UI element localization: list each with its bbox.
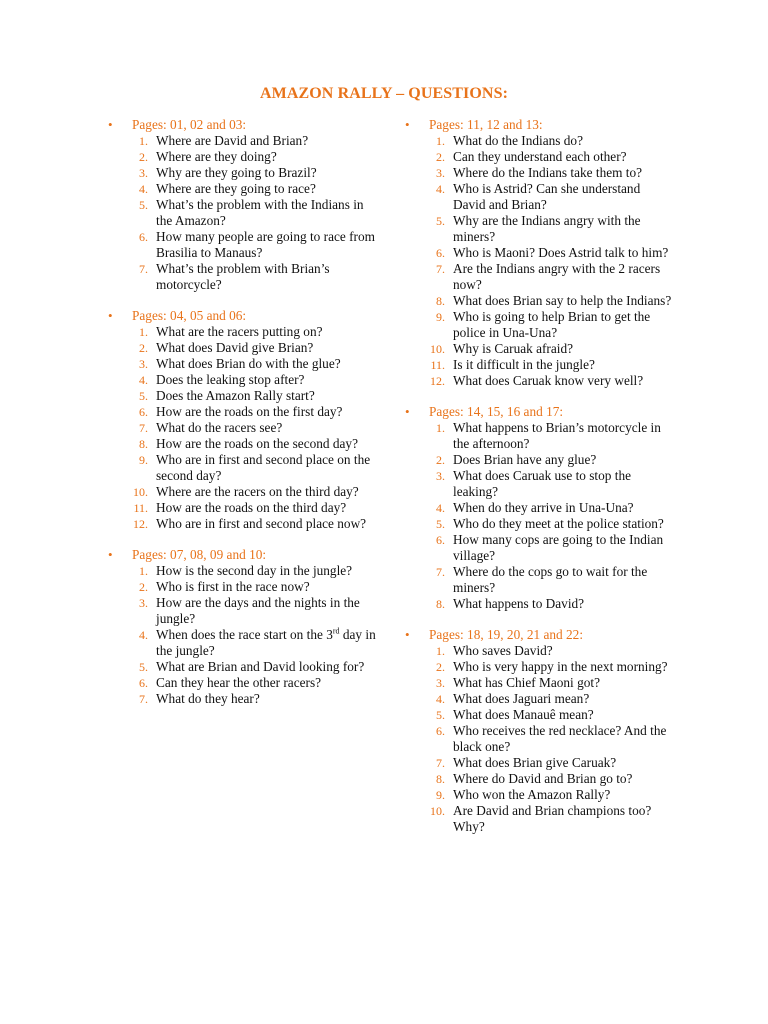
question-text: Does the leaking stop after? <box>156 372 305 387</box>
question-text: What does Brian say to help the Indians? <box>453 293 672 308</box>
question-text: Where are the racers on the third day? <box>156 484 359 499</box>
question-number: 5. <box>139 198 148 212</box>
question-item <box>108 181 378 197</box>
question-text: Who do they meet at the police station? <box>453 516 664 531</box>
section-heading <box>405 117 675 133</box>
question-item <box>405 516 675 532</box>
question-text: What do the Indians do? <box>453 133 583 148</box>
question-item <box>405 803 675 835</box>
question-text: Who receives the red necklace? And the black one? <box>453 723 667 754</box>
question-item <box>108 579 378 595</box>
question-text: What are the racers putting on? <box>156 324 323 339</box>
section-heading <box>108 117 378 133</box>
question-number: 5. <box>436 214 445 228</box>
question-text: Does the Amazon Rally start? <box>156 388 315 403</box>
question-number: 1. <box>139 564 148 578</box>
question-number: 9. <box>436 310 445 324</box>
question-item <box>405 149 675 165</box>
question-text: Where do the Indians take them to? <box>453 165 643 180</box>
question-text: Who is Astrid? Can she understand David and Brian? <box>453 181 641 212</box>
section-heading-text: Pages: 01, 02 and 03: <box>132 117 247 132</box>
question-item <box>405 420 675 452</box>
question-number: 7. <box>139 421 148 435</box>
question-text: What do the racers see? <box>156 420 283 435</box>
question-text: Who is very happy in the next morning? <box>453 659 668 674</box>
question-text: Where are David and Brian? <box>156 133 309 148</box>
question-number: 12. <box>430 374 445 388</box>
question-number: 6. <box>139 676 148 690</box>
question-number: 7. <box>436 565 445 579</box>
question-text: Who is Maoni? Does Astrid talk to him? <box>453 245 669 260</box>
question-item <box>108 404 378 420</box>
question-number: 7. <box>436 756 445 770</box>
question-item <box>405 691 675 707</box>
question-list <box>108 133 378 293</box>
question-text: How many people are going to race from Brasilia to Manaus? <box>156 229 375 260</box>
question-number: 8. <box>436 294 445 308</box>
bullet-icon: • <box>108 117 113 132</box>
question-number: 1. <box>139 134 148 148</box>
question-number: 6. <box>139 230 148 244</box>
question-section <box>108 308 378 532</box>
question-number: 7. <box>139 692 148 706</box>
question-item <box>405 723 675 755</box>
question-item <box>405 165 675 181</box>
question-item <box>405 787 675 803</box>
question-section <box>108 547 378 707</box>
question-item <box>405 771 675 787</box>
question-item <box>108 197 378 229</box>
question-text: What does Jaguari mean? <box>453 691 590 706</box>
question-item <box>405 596 675 612</box>
question-item <box>405 213 675 245</box>
question-list <box>108 324 378 532</box>
question-item <box>108 356 378 372</box>
question-number: 3. <box>436 469 445 483</box>
question-number: 6. <box>139 405 148 419</box>
question-text: Why are the Indians angry with the miners? <box>453 213 641 244</box>
question-item <box>108 340 378 356</box>
question-item <box>108 691 378 707</box>
question-text: What happens to David? <box>453 596 585 611</box>
question-item <box>405 659 675 675</box>
question-number: 8. <box>436 772 445 786</box>
question-text: How are the days and the nights in the jungle? <box>156 595 360 626</box>
question-text: What does Caruak know very well? <box>453 373 644 388</box>
question-item <box>108 372 378 388</box>
question-item <box>405 293 675 309</box>
question-text: When do they arrive in Una-Una? <box>453 500 634 515</box>
page-title: AMAZON RALLY – QUESTIONS: <box>259 85 509 102</box>
question-number: 6. <box>436 246 445 260</box>
question-item <box>108 149 378 165</box>
question-item <box>108 420 378 436</box>
question-text: What has Chief Maoni got? <box>453 675 600 690</box>
question-number: 7. <box>139 262 148 276</box>
bullet-icon: • <box>405 627 410 642</box>
question-item <box>108 261 378 293</box>
question-number: 12. <box>133 517 148 531</box>
question-number: 4. <box>139 182 148 196</box>
question-item <box>405 707 675 723</box>
question-item <box>405 341 675 357</box>
question-text: How are the roads on the first day? <box>156 404 343 419</box>
question-section <box>405 404 675 612</box>
question-number: 2. <box>436 150 445 164</box>
question-item <box>108 324 378 340</box>
question-item <box>108 229 378 261</box>
question-text: How are the roads on the third day? <box>156 500 347 515</box>
section-heading <box>108 547 378 563</box>
question-text: When does the race start on the 3rd day in the jungle? <box>156 626 376 658</box>
question-text: Who is first in the race now? <box>156 579 310 594</box>
question-number: 1. <box>436 644 445 658</box>
right-column <box>405 117 675 850</box>
question-number: 5. <box>139 389 148 403</box>
question-text: Where do David and Brian go to? <box>453 771 633 786</box>
question-section <box>108 117 378 293</box>
question-item <box>405 373 675 389</box>
question-number: 1. <box>139 325 148 339</box>
question-item <box>108 452 378 484</box>
question-item <box>108 595 378 627</box>
question-item <box>108 627 378 659</box>
bullet-icon: • <box>108 547 113 562</box>
question-text: What are Brian and David looking for? <box>156 659 365 674</box>
question-item <box>108 165 378 181</box>
section-heading <box>405 627 675 643</box>
question-text: Who is going to help Brian to get the police in Una-Una? <box>453 309 651 340</box>
question-list <box>405 420 675 612</box>
question-text: What does David give Brian? <box>156 340 314 355</box>
question-item <box>405 133 675 149</box>
section-heading-text: Pages: 11, 12 and 13: <box>429 117 543 132</box>
question-number: 4. <box>139 373 148 387</box>
question-list <box>405 133 675 389</box>
question-item <box>108 388 378 404</box>
question-item <box>108 675 378 691</box>
question-number: 3. <box>436 166 445 180</box>
question-item <box>405 181 675 213</box>
question-number: 11. <box>133 501 148 515</box>
question-number: 4. <box>436 501 445 515</box>
question-text: What’s the problem with the Indians in the Amazon? <box>156 197 364 228</box>
question-item <box>405 309 675 341</box>
question-number: 4. <box>436 692 445 706</box>
question-text: Does Brian have any glue? <box>453 452 597 467</box>
question-number: 6. <box>436 533 445 547</box>
question-text: Is it difficult in the jungle? <box>453 357 595 372</box>
section-heading-text: Pages: 07, 08, 09 and 10: <box>132 547 267 562</box>
bullet-icon: • <box>405 404 410 419</box>
section-heading <box>405 404 675 420</box>
question-number: 9. <box>139 453 148 467</box>
question-number: 2. <box>436 453 445 467</box>
question-number: 6. <box>436 724 445 738</box>
section-heading-text: Pages: 04, 05 and 06: <box>132 308 247 323</box>
question-text: What happens to Brian’s motorcycle in the afternoon? <box>453 420 661 451</box>
question-text: Who are in first and second place on the second day? <box>156 452 371 483</box>
question-item <box>108 436 378 452</box>
section-heading-text: Pages: 14, 15, 16 and 17: <box>429 404 564 419</box>
question-item <box>108 563 378 579</box>
question-list <box>108 563 378 707</box>
question-text: Where are they going to race? <box>156 181 316 196</box>
question-item <box>108 500 378 516</box>
question-number: 3. <box>436 676 445 690</box>
question-section <box>405 117 675 389</box>
question-text: What does Manauê mean? <box>453 707 594 722</box>
question-text: Can they hear the other racers? <box>156 675 322 690</box>
question-number: 5. <box>139 660 148 674</box>
section-heading <box>108 308 378 324</box>
bullet-icon: • <box>108 308 113 323</box>
question-section <box>405 627 675 835</box>
question-number: 10. <box>430 804 445 818</box>
question-text: How many cops are going to the Indian village? <box>453 532 664 563</box>
bullet-icon: • <box>405 117 410 132</box>
question-item <box>405 500 675 516</box>
question-item <box>405 643 675 659</box>
question-text: Why is Caruak afraid? <box>453 341 573 356</box>
question-text: Can they understand each other? <box>453 149 627 164</box>
question-item <box>405 357 675 373</box>
question-item <box>405 261 675 293</box>
question-text: Where do the cops go to wait for the miners? <box>453 564 648 595</box>
question-number: 2. <box>436 660 445 674</box>
question-number: 4. <box>139 628 148 642</box>
question-text: Who saves David? <box>453 643 553 658</box>
question-number: 2. <box>139 341 148 355</box>
question-text: What does Brian give Caruak? <box>453 755 617 770</box>
question-number: 2. <box>139 150 148 164</box>
question-item <box>405 468 675 500</box>
question-number: 8. <box>139 437 148 451</box>
question-text: Why are they going to Brazil? <box>156 165 317 180</box>
question-number: 8. <box>436 597 445 611</box>
question-number: 9. <box>436 788 445 802</box>
question-text: Are David and Brian champions too? Why? <box>453 803 652 834</box>
question-item <box>405 564 675 596</box>
question-number: 1. <box>436 134 445 148</box>
question-number: 7. <box>436 262 445 276</box>
question-number: 1. <box>436 421 445 435</box>
question-item <box>405 532 675 564</box>
question-number: 5. <box>436 517 445 531</box>
question-item <box>405 245 675 261</box>
section-heading-text: Pages: 18, 19, 20, 21 and 22: <box>429 627 584 642</box>
question-text: What do they hear? <box>156 691 260 706</box>
question-text: What does Brian do with the glue? <box>156 356 341 371</box>
question-number: 10. <box>430 342 445 356</box>
question-text: Who are in first and second place now? <box>156 516 367 531</box>
question-number: 5. <box>436 708 445 722</box>
question-item <box>405 755 675 771</box>
question-number: 11. <box>430 358 445 372</box>
question-item <box>405 675 675 691</box>
question-list <box>405 643 675 835</box>
question-number: 3. <box>139 596 148 610</box>
question-text: How are the roads on the second day? <box>156 436 358 451</box>
question-item <box>405 452 675 468</box>
question-text: Who won the Amazon Rally? <box>453 787 611 802</box>
question-item <box>108 659 378 675</box>
question-number: 3. <box>139 357 148 371</box>
question-number: 10. <box>133 485 148 499</box>
question-text: Are the Indians angry with the 2 racers now? <box>453 261 661 292</box>
question-number: 3. <box>139 166 148 180</box>
question-text: How is the second day in the jungle? <box>156 563 353 578</box>
left-column <box>108 117 378 722</box>
question-item <box>108 484 378 500</box>
question-text: Where are they doing? <box>156 149 277 164</box>
question-text: What’s the problem with Brian’s motorcycle? <box>156 261 330 292</box>
question-item <box>108 133 378 149</box>
question-number: 4. <box>436 182 445 196</box>
question-item <box>108 516 378 532</box>
question-text: What does Caruak use to stop the leaking? <box>453 468 631 499</box>
question-number: 2. <box>139 580 148 594</box>
